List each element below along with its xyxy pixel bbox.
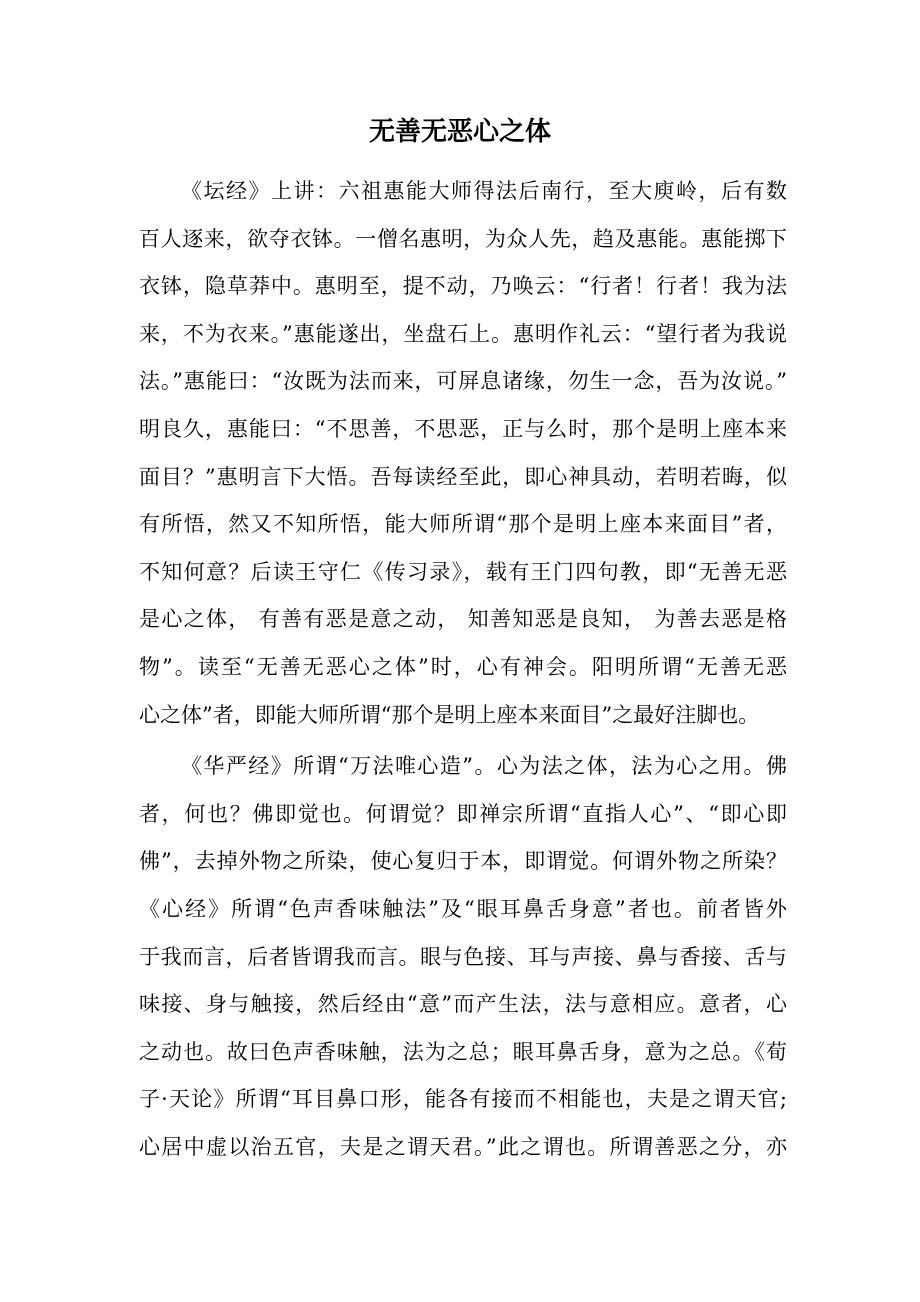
paragraph-line: 衣钵，隐草莽中。惠明至，提不动，乃唤云：“行者！行者！我为法: [139, 274, 787, 299]
paragraph-line: 者，何也？佛即觉也。何谓觉？即禅宗所谓“直指人心”、“即心即: [139, 801, 787, 826]
paragraph-line: 心之体”者，即能大师所谓“那个是明上座本来面目”之最好注脚也。: [139, 702, 760, 727]
paragraph-line: 物”。读至“无善无恶心之体”时，心有神会。阳明所谓“无善无恶: [139, 654, 787, 679]
paragraph-line: 之动也。故曰色声香味触，法为之总；眼耳鼻舌身，意为之总。《荀: [139, 1039, 787, 1064]
paragraph-1: [139, 168, 787, 739]
paragraph-line: 于我而言，后者皆谓我而言。眼与色接、耳与声接、鼻与香接、舌与: [139, 944, 787, 969]
paragraph-line: 面目？”惠明言下大悟。吾每读经至此，即心神具动，若明若晦，似: [139, 464, 787, 489]
paragraph-line: 法。”惠能曰：“汝既为法而来，可屏息诸缘，勿生一念，吾为汝说。”: [139, 369, 787, 394]
paragraph-line: 味接、身与触接，然后经由“意”而产生法，法与意相应。意者，心: [139, 992, 787, 1017]
paragraph-2: [139, 743, 787, 1171]
paragraph-line: 来，不为衣来。”惠能遂出，坐盘石上。惠明作礼云：“望行者为我说: [139, 321, 787, 346]
paragraph-line: 百人逐来，欲夺衣钵。一僧名惠明，为众人先，趋及惠能。惠能掷下: [139, 226, 787, 251]
paragraph-line: 心居中虚以治五官，夫是之谓天君。”此之谓也。所谓善恶之分，亦: [139, 1134, 787, 1159]
paragraph-line: 《华严经》所谓“万法唯心造”。心为法之体，法为心之用。佛: [181, 754, 787, 779]
paragraph-line: 是心之体， 有善有恶是意之动， 知善知恶是良知， 为善去恶是格: [139, 607, 787, 632]
paragraph-line: 《坛经》上讲：六祖惠能大师得法后南行，至大庾岭，后有数: [181, 179, 787, 203]
paragraph-line: 不知何意？后读王守仁《传习录》，载有王门四句教，即“无善无恶: [139, 559, 787, 584]
paragraph-line: 有所悟，然又不知所悟，能大师所谓“那个是明上座本来面目”者，: [139, 512, 787, 537]
paragraph-line: 佛”，去掉外物之所染，使心复归于本，即谓觉。何谓外物之所染？: [139, 849, 787, 874]
paragraph-line: 子·天论》所谓“耳目鼻口形，能各有接而不相能也，夫是之谓天官;: [139, 1087, 787, 1112]
paragraph-line: 明良久，惠能曰：“不思善，不思恶，正与么时，那个是明上座本来: [139, 416, 787, 441]
document-body: [139, 168, 787, 1171]
paragraph-line: 《心经》所谓“色声香味触法”及“眼耳鼻舌身意”者也。前者皆外: [139, 896, 787, 921]
document-title: 无善无恶心之体: [368, 117, 551, 147]
